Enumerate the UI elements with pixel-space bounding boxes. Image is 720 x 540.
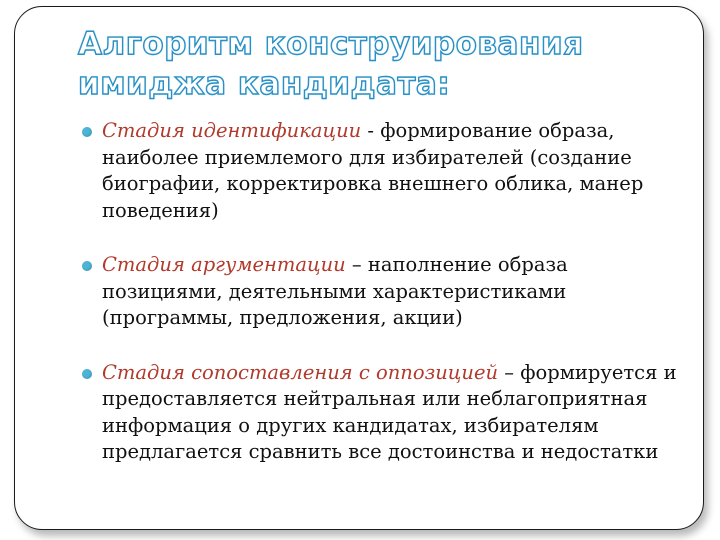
bullet-icon	[82, 127, 92, 137]
stage-term: Стадия идентификации	[102, 119, 362, 142]
bullet-icon	[82, 261, 92, 271]
stage-description: - формирование образа, наиболее приемлемого для избирателей (создание биографии, корректировка внешнего облика, манер поведения)	[102, 119, 644, 222]
list-item	[82, 360, 682, 466]
stage-term: Стадия сопоставления с оппозицией	[102, 360, 499, 384]
list-item	[82, 252, 682, 332]
stage-description: – формируется и предоставляется нейтральная или неблагоприятная информация о других кандидатах, избирателям предлагается сравнить все достоинства и недостатки	[102, 360, 677, 463]
slide-title: Алгоритм конструирования имиджа кандидата:	[78, 26, 584, 102]
list-item	[82, 118, 682, 224]
bullet-icon	[82, 369, 92, 379]
bullet-list	[82, 118, 682, 466]
stage-term: Стадия аргументации	[102, 253, 346, 276]
stage-description: – наполнение образа позициями, деятельными характеристиками (программы, предложения, акции)	[102, 253, 568, 329]
